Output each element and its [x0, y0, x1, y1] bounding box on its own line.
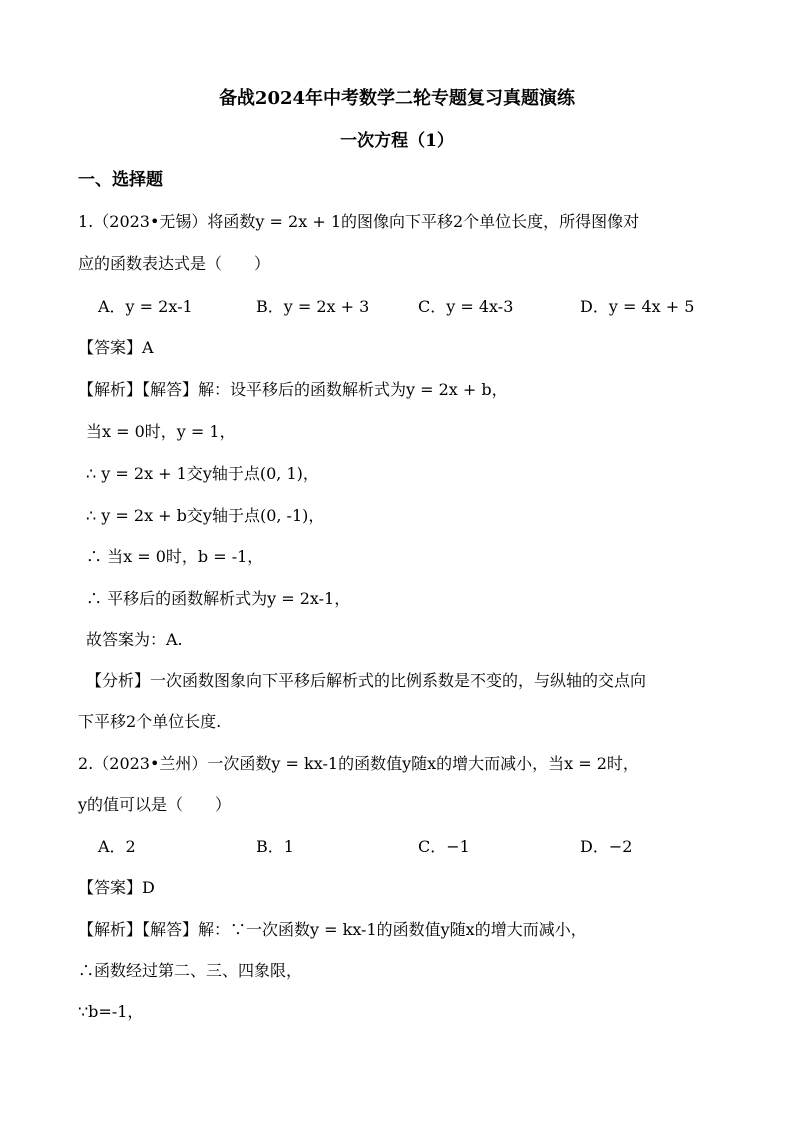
q1-note-line-1: 【分析】一次函数图象向下平移后解析式的比例系数是不变的，与纵轴的交点向	[86, 671, 647, 690]
q1-answer: 【答案】A	[78, 338, 154, 357]
q1-analysis-line: ∴ y = 2x + 1交y轴于点(0, 1)，	[86, 464, 319, 483]
q1-option-a: A．y = 2x-1	[98, 297, 193, 316]
q1-analysis-line: 【解析】【解答】解：设平移后的函数解析式为y = 2x + b，	[78, 380, 508, 399]
q1-analysis-line: ∴ 平移后的函数解析式为y = 2x-1，	[86, 589, 351, 608]
document-subtitle: 一次方程（1）	[340, 131, 454, 151]
q2-analysis-line: ∴函数经过第二、三、四象限，	[78, 961, 303, 980]
q2-option-c: C．−1	[418, 837, 470, 856]
q1-analysis-line: ∴ 当x = 0时，b = -1，	[86, 547, 264, 566]
q2-analysis-line: ∵b=-1，	[78, 1002, 144, 1021]
q1-analysis-line: ∴ y = 2x + b交y轴于点(0, -1)，	[86, 506, 325, 525]
q2-stem-line-1: 2.（2023•兰州）一次函数y = kx-1的函数值y随x的增大而减小，当x = 2时，	[78, 754, 639, 773]
q1-stem-line-1: 1.（2023•无锡）将函数y = 2x + 1的图像向下平移2个单位长度，所得图像对	[78, 212, 640, 231]
q2-option-d: D．−2	[580, 837, 633, 856]
q1-analysis-line: 故答案为：A.	[86, 630, 183, 649]
q2-answer: 【答案】D	[78, 878, 155, 897]
q2-option-b: B．1	[256, 837, 294, 856]
q1-option-b: B．y = 2x + 3	[256, 297, 370, 316]
document-title: 备战2024年中考数学二轮专题复习真题演练	[218, 88, 576, 109]
q1-analysis-line: 当x = 0时，y = 1，	[86, 422, 236, 441]
q2-option-a: A．2	[98, 837, 136, 856]
q1-note-line-2: 下平移2个单位长度.	[78, 712, 222, 731]
section-heading: 一、选择题	[78, 170, 163, 190]
q2-analysis-line: 【解析】【解答】解：∵一次函数y = kx-1的函数值y随x的增大而减小，	[78, 920, 587, 939]
q2-stem-line-2: y的值可以是（ ）	[78, 795, 232, 814]
q1-stem-line-2: 应的函数表达式是（ ）	[78, 254, 271, 273]
q1-option-c: C．y = 4x-3	[418, 297, 514, 316]
q1-option-d: D．y = 4x + 5	[580, 297, 695, 316]
